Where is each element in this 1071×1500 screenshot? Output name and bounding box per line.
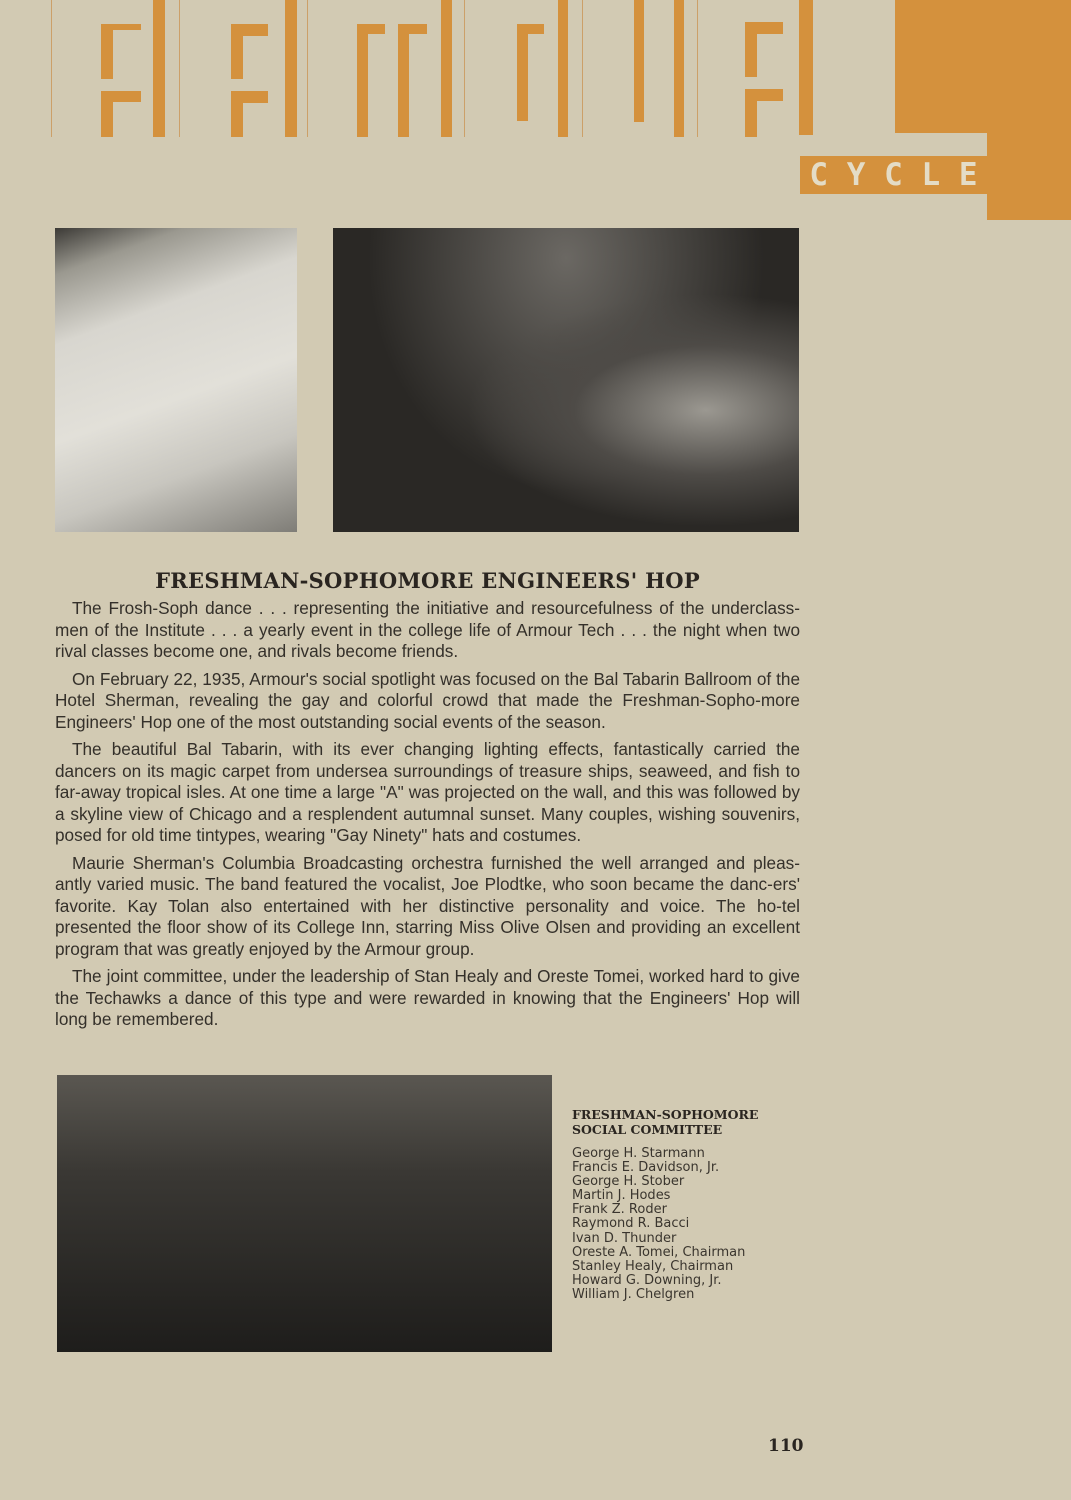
- paragraph: The joint committee, under the leadership of Stan Healy and Oreste Tomei, worked hard to give the Techawks a dance of this type and were rewarded in knowing that the Engineers' Hop will long be remembered.: [55, 966, 800, 1029]
- ballroom-dance-photo: [333, 228, 799, 532]
- accent-block: [987, 133, 1071, 220]
- committee-member: Frank Z. Roder: [572, 1202, 667, 1218]
- logo-stroke: [153, 0, 165, 137]
- logo-stroke: [231, 91, 243, 137]
- article-body: [55, 598, 800, 1037]
- committee-member: Francis E. Davidson, Jr.: [572, 1160, 720, 1176]
- paragraph: Maurie Sherman's Columbia Broadcasting orchestra furnished the well arranged and pleas-antly varied music. The band featured the vocalist, Joe Plodtke, who soon became the danc-ers' favorite. Kay Tolan also entertained with her distinctive personality and voice. The ho-tel presented the floor show of its College Inn, starring Miss Olive Olsen and providing an excellent program that was greatly enjoyed by the Armour group.: [55, 852, 800, 959]
- cycle-letter: L: [921, 157, 941, 193]
- logo-stroke: [634, 0, 644, 122]
- committee-member: Howard G. Downing, Jr.: [572, 1272, 722, 1288]
- logo-stroke: [745, 22, 757, 77]
- cycle-wordmark: [800, 156, 987, 194]
- committee-member: Raymond R. Bacci: [572, 1216, 690, 1232]
- divider-line: [307, 0, 308, 137]
- logo-stroke: [558, 0, 568, 137]
- cycle-letter: E: [958, 157, 978, 193]
- committee-list: [572, 1107, 758, 1302]
- divider-line: [582, 0, 583, 137]
- article-title: FRESHMAN-SOPHOMORE ENGINEERS' HOP: [155, 568, 700, 593]
- paragraph: The beautiful Bal Tabarin, with its ever changing lighting effects, fantastically carried the dancers on its magic carpet from undersea surroundings of treasure ships, seaweed, and fish to far-away tropical isles. At one time a large "A" was projected on the wall, and this was followed by a skyline view of Chicago and a resplendent autumnal sunset. Many couples, wishing souvenirs, posed for old time tintypes, wearing "Gay Ninety" hats and costumes.: [55, 739, 800, 845]
- logo-stroke: [398, 24, 409, 137]
- logo-stroke: [441, 0, 452, 137]
- divider-line: [697, 0, 698, 137]
- page-number: 110: [768, 1436, 804, 1456]
- logo-stroke: [517, 24, 528, 121]
- committee-member: Ivan D. Thunder: [572, 1230, 677, 1246]
- logo-stroke: [674, 0, 684, 137]
- paragraph: On February 22, 1935, Armour's social spotlight was focused on the Bal Tabarin Ballroom of the Hotel Sherman, revealing the gay and colorful crowd that made the Freshman-Sopho-more Engineers' Hop one of the most outstanding social events of the season.: [55, 668, 800, 732]
- divider-line: [51, 0, 52, 137]
- logo-stroke: [231, 24, 243, 79]
- committee-member: Martin J. Hodes: [572, 1188, 671, 1204]
- divider-line: [464, 0, 465, 137]
- committee-heading: SOCIAL COMMITTEE: [572, 1122, 723, 1137]
- committee-member: Stanley Healy, Chairman: [572, 1258, 734, 1274]
- logo-stroke: [799, 0, 813, 135]
- divider-line: [179, 0, 180, 137]
- logo-stroke: [101, 24, 113, 79]
- cycle-letter: C: [884, 157, 903, 193]
- paragraph: The Frosh-Soph dance . . . representing the initiative and resourcefulness of the underclass-men of the Institute . . . a yearly event in the college life of Armour Tech . . . the night when two rival classes become one, and rivals become friends.: [55, 598, 800, 661]
- committee-member: Oreste A. Tomei, Chairman: [572, 1244, 746, 1260]
- cycle-letter: Y: [846, 157, 866, 193]
- logo-stroke: [101, 91, 113, 137]
- logo-stroke: [285, 0, 297, 137]
- committee-group-photo: [57, 1075, 552, 1352]
- committee-member: George H. Starmann: [572, 1146, 705, 1161]
- accent-block: [895, 0, 1071, 133]
- cycle-letter: C: [809, 157, 829, 193]
- committee-member: George H. Stober: [572, 1174, 685, 1190]
- logo-stroke: [745, 89, 757, 137]
- committee-heading: FRESHMAN-SOPHOMORE: [572, 1107, 759, 1122]
- committee-member: William J. Chelgren: [572, 1286, 695, 1302]
- invitation-photo: [55, 228, 297, 532]
- logo-stroke: [357, 24, 368, 137]
